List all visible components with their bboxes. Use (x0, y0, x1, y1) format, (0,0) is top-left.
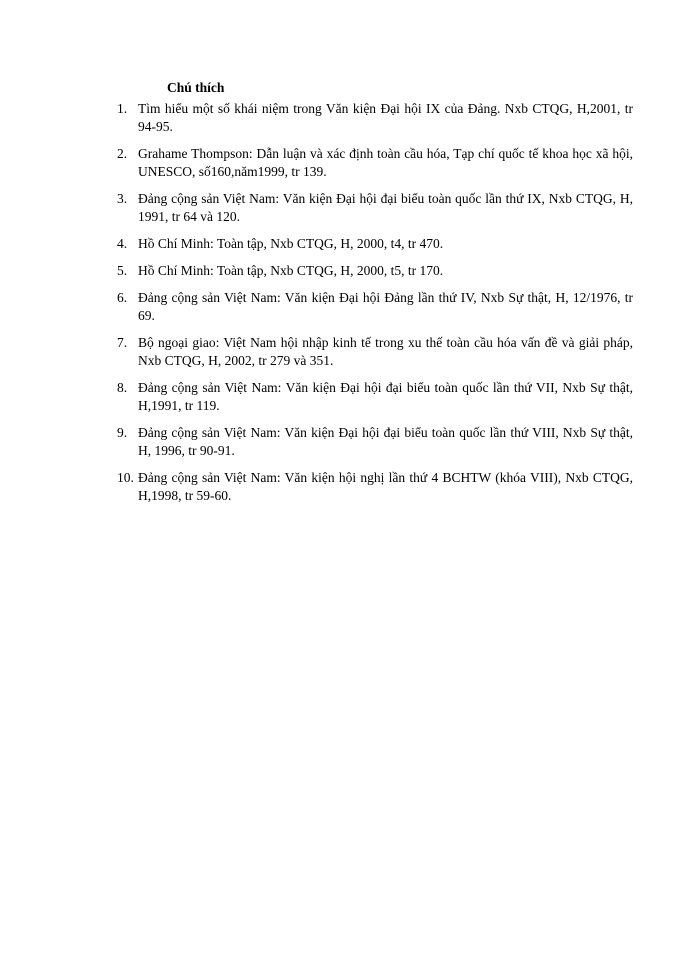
note-number: 2. (117, 146, 128, 161)
note-item (117, 289, 633, 325)
note-number: 5. (117, 263, 128, 278)
note-item (117, 190, 633, 226)
note-number: 10. (117, 470, 134, 485)
note-number: 7. (117, 335, 128, 350)
note-item (117, 469, 633, 505)
note-text: Đảng cộng sản Việt Nam: Văn kiện Đại hội Đảng lần thứ IV, Nxb Sự thật, H, 12/1976, tr 69. (138, 290, 633, 323)
notes-list (117, 100, 633, 514)
note-number: 6. (117, 290, 128, 305)
note-text: Hồ Chí Minh: Toàn tập, Nxb CTQG, H, 2000, t4, tr 470. (138, 236, 444, 251)
note-text: Đảng cộng sản Việt Nam: Văn kiện Đại hội đại biểu toàn quốc lần thứ IX, Nxb CTQG, H, 1991, tr 64 và 120. (138, 191, 633, 224)
note-text: Grahame Thompson: Dẫn luận và xác định toàn cầu hóa, Tạp chí quốc tế khoa học xã hội, UNESCO, số160,năm1999, tr 139. (138, 146, 633, 179)
note-item (117, 100, 633, 136)
note-number: 3. (117, 191, 128, 206)
note-item (117, 145, 633, 181)
note-number: 4. (117, 236, 128, 251)
note-text: Hồ Chí Minh: Toàn tập, Nxb CTQG, H, 2000, t5, tr 170. (138, 263, 444, 278)
note-item (117, 235, 633, 253)
note-number: 1. (117, 101, 128, 116)
note-number: 8. (117, 380, 128, 395)
note-item (117, 424, 633, 460)
note-text: Đảng cộng sản Việt Nam: Văn kiện Đại hội đại biểu toàn quốc lần thứ VII, Nxb Sự thật, H,1991, tr 119. (138, 380, 633, 413)
note-text: Tìm hiểu một số khái niệm trong Văn kiện Đại hội IX của Đảng. Nxb CTQG, H,2001, tr 94-95. (138, 101, 633, 134)
note-text: Bộ ngoại giao: Việt Nam hội nhập kinh tế trong xu thế toàn cầu hóa vấn đề và giải pháp, Nxb CTQG, H, 2002, tr 279 và 351. (138, 335, 633, 368)
note-text: Đảng cộng sản Việt Nam: Văn kiện hội nghị lần thứ 4 BCHTW (khóa VIII), Nxb CTQG, H,1998, tr 59-60. (138, 470, 633, 503)
note-item (117, 334, 633, 370)
note-number: 9. (117, 425, 128, 440)
notes-heading: Chú thích (167, 80, 225, 95)
note-item (117, 379, 633, 415)
note-item (117, 262, 633, 280)
note-text: Đảng cộng sản Việt Nam: Văn kiện Đại hội đại biểu toàn quốc lần thứ VIII, Nxb Sự thật, H, 1996, tr 90-91. (138, 425, 633, 458)
